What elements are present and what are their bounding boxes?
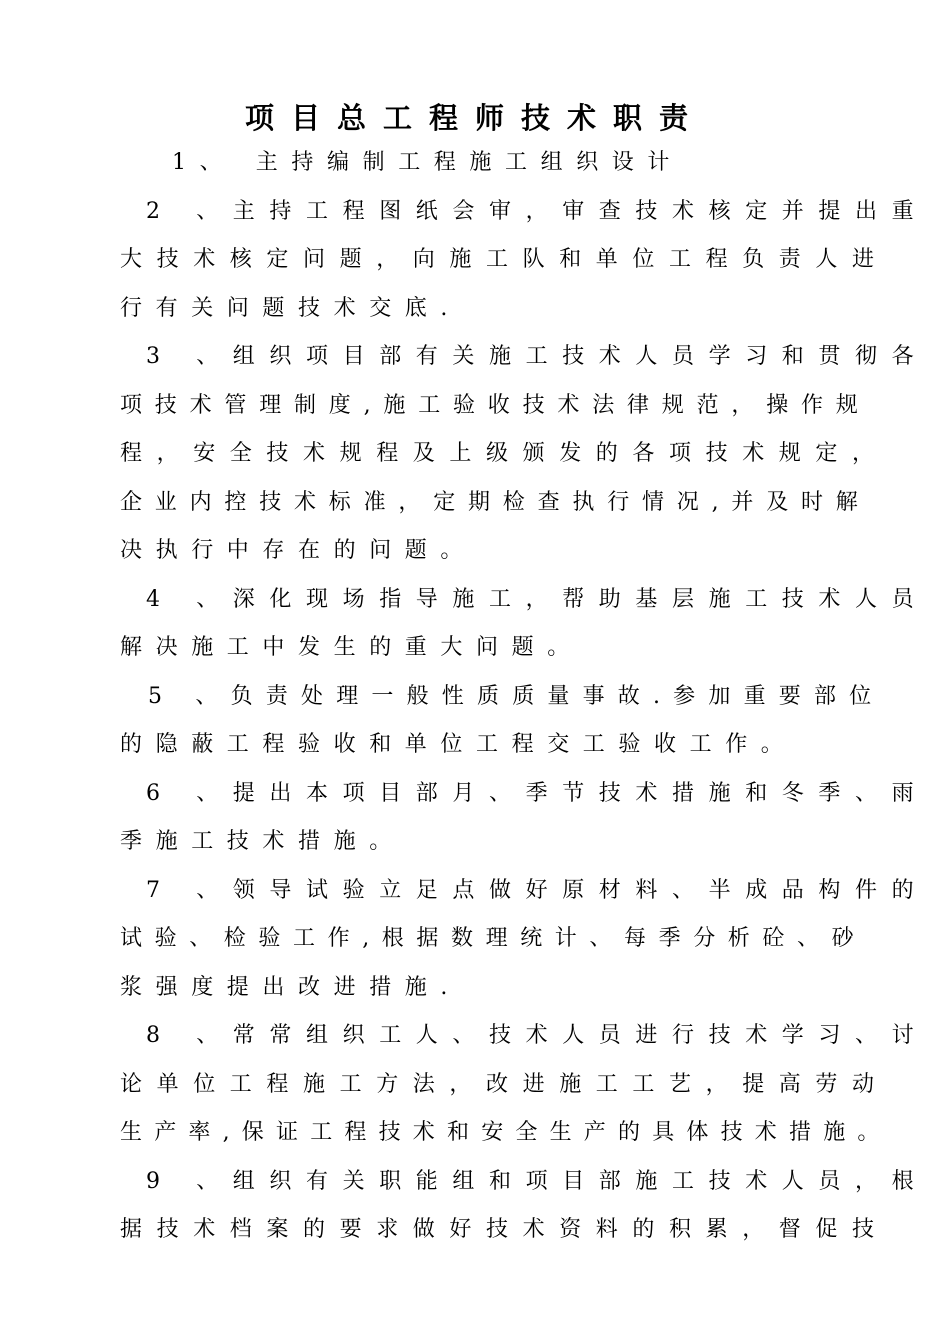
paragraph-line: 2 、主持工程图纸会审，审查技术核定并提出重 [146,199,929,224]
paragraph-line: 解决施工中发生的重大问题。 [120,635,583,660]
paragraph-line: 决执行中存在的问题。 [120,538,477,563]
paragraph-line: 5 、负责处理一般性质质量事故.参加重要部位 [148,684,885,709]
paragraph-line: 季施工技术措施。 [120,829,405,854]
paragraph-line: 程，安全技术规程及上级颁发的各项技术规定， [120,441,889,466]
paragraph-line: 8 、常常组织工人、技术人员进行技术学习、讨 [146,1023,929,1048]
paragraph-line: 论单位工程施工方法，改进施工工艺，提高劳动 [120,1072,889,1097]
document-title: 项目总工程师技术职责 [244,101,705,135]
paragraph-line: 4 、深化现场指导施工，帮助基层施工技术人员 [146,587,929,612]
paragraph-line: 的隐蔽工程验收和单位工程交工验收工作。 [120,732,797,757]
paragraph-line: 浆强度提出改进措施. [120,975,461,1000]
paragraph-line: 1、 主持编制工程施工组织设计 [172,150,683,175]
paragraph-line: 据技术档案的要求做好技术资料的积累，督促技 [120,1217,889,1242]
paragraph-line: 行有关问题技术交底. [120,296,461,321]
paragraph-line: 6 、提出本项目部月、季节技术措施和冬季、雨 [146,781,929,806]
paragraph-line: 项技术管理制度,施工验收技术法律规范，操作规 [120,393,871,418]
paragraph-line: 大技术核定问题，向施工队和单位工程负责人进 [120,247,889,272]
paragraph-line: 3 、组织项目部有关施工技术人员学习和贯彻各 [146,344,929,369]
paragraph-line: 试验、检验工作,根据数理统计、每季分析砼、砂 [120,926,867,951]
paragraph-line: 生产率,保证工程技术和安全生产的具体技术措施。 [120,1120,892,1145]
paragraph-line: 7 、领导试验立足点做好原材料、半成品构件的 [146,878,929,903]
paragraph-line: 9 、组织有关职能组和项目部施工技术人员，根 [146,1169,929,1194]
paragraph-line: 企业内控技术标准，定期检查执行情况,并及时解 [120,490,871,515]
